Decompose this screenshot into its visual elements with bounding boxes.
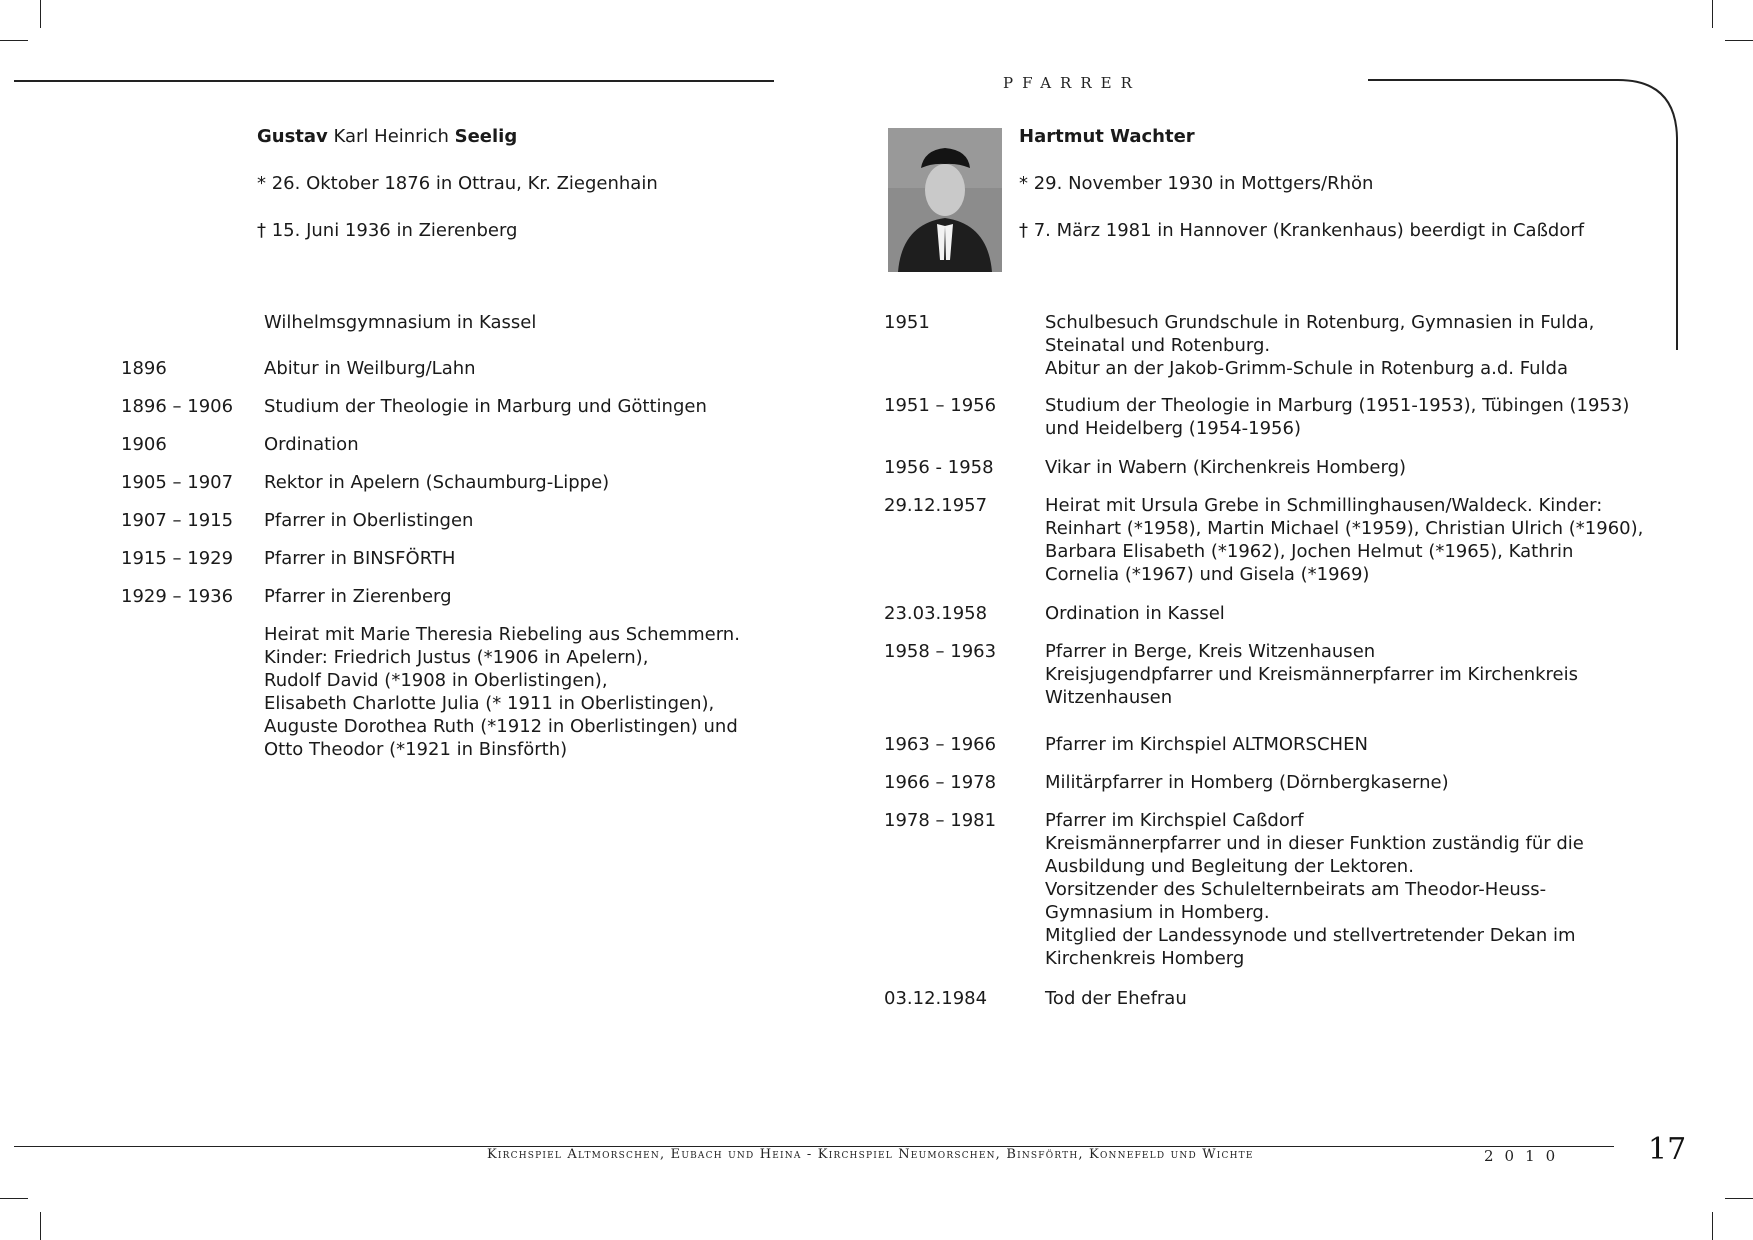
timeline-date: 1905 – 1907 — [121, 472, 234, 493]
header-rule-left — [14, 80, 774, 82]
portrait-photo — [888, 128, 1002, 272]
timeline-text: Wilhelmsgymnasium in Kassel — [264, 312, 537, 333]
timeline-text: Ordination in Kassel — [1045, 603, 1225, 624]
timeline-date: 1929 – 1936 — [121, 586, 234, 607]
timeline-text: Tod der Ehefrau — [1045, 988, 1187, 1009]
timeline-date: 1906 — [121, 434, 167, 455]
crop-mark — [1725, 1198, 1753, 1199]
timeline-date: 03.12.1984 — [884, 988, 988, 1009]
timeline-text: Abitur in Weilburg/Lahn — [264, 358, 476, 379]
timeline-text: Pfarrer in Oberlistingen — [264, 510, 474, 531]
crop-mark — [40, 0, 41, 28]
timeline-date: 29.12.1957 — [884, 495, 988, 516]
timeline-text: Pfarrer in BINSFÖRTH — [264, 548, 456, 569]
person-name-right: Hartmut Wachter — [1019, 126, 1195, 147]
crop-mark — [40, 1212, 41, 1240]
timeline-text: Studium der Theologie in Marburg und Göttingen — [264, 396, 707, 417]
timeline-date: 1963 – 1966 — [884, 734, 997, 755]
timeline-text: Pfarrer in Berge, Kreis Witzenhausen Kreisjugendpfarrer und Kreismännerpfarrer im Kirchenkreis Witzenhausen — [1045, 641, 1578, 708]
person-name-left: Gustav Karl Heinrich Seelig — [257, 126, 518, 147]
crop-mark — [0, 40, 28, 41]
footer-text: Kirchspiel Altmorschen, Eubach und Heina - Kirchspiel Neumorschen, Binsförth, Konnefeld und Wichte — [487, 1147, 1254, 1162]
timeline-text: Rektor in Apelern (Schaumburg-Lippe) — [264, 472, 610, 493]
timeline-date: 1951 – 1956 — [884, 395, 997, 416]
crop-mark — [1712, 1212, 1713, 1240]
timeline-text: Pfarrer in Zierenberg — [264, 586, 452, 607]
timeline-date: 1907 – 1915 — [121, 510, 234, 531]
timeline-date: 1956 - 1958 — [884, 457, 994, 478]
footer-year: 2010 — [1484, 1147, 1567, 1165]
portrait-image — [888, 128, 1002, 272]
timeline-text: Pfarrer im Kirchspiel Caßdorf Kreismännerpfarrer und in dieser Funktion zuständig für die Ausbildung und Begleitung der Lektoren. Vorsitzender des Schulelternbeirats am Theodor-Heuss- Gymnasium in Homberg. Mitglied der Landessynode und stellvertretender Dekan im Kirchenkreis Homberg — [1045, 810, 1584, 969]
timeline-date: 1978 – 1981 — [884, 810, 997, 831]
timeline-text: Heirat mit Ursula Grebe in Schmillinghausen/Waldeck. Kinder: Reinhart (*1958), Martin Michael (*1959), Christian Ulrich (*1960), Barbara Elisabeth (*1962), Jochen Helmut (*1965), Kathrin Cornelia (*1967) und Gisela (*1969) — [1045, 495, 1644, 585]
timeline-text: Heirat mit Marie Theresia Riebeling aus Schemmern. Kinder: Friedrich Justus (*1906 in Apelern), Rudolf David (*1908 in Oberlistingen), Elisabeth Charlotte Julia (* 1911 in Oberlistingen), Auguste Dorothea Ruth (*1912 in Oberlistingen) und Otto Theodor (*1921 in Binsförth) — [264, 624, 740, 760]
page-number: 17 — [1648, 1132, 1687, 1167]
death-info-right: † 7. März 1981 in Hannover (Krankenhaus) beerdigt in Caßdorf — [1019, 220, 1585, 241]
timeline-date: 1966 – 1978 — [884, 772, 997, 793]
birth-info-left: * 26. Oktober 1876 in Ottrau, Kr. Ziegenhain — [257, 173, 658, 194]
death-info-left: † 15. Juni 1936 in Zierenberg — [257, 220, 518, 241]
timeline-date: 1915 – 1929 — [121, 548, 234, 569]
crop-mark — [1725, 40, 1753, 41]
timeline-date: 1951 — [884, 312, 930, 333]
page-header-title: PFARRER — [1003, 74, 1141, 92]
timeline-text: Pfarrer im Kirchspiel ALTMORSCHEN — [1045, 734, 1368, 755]
crop-mark — [0, 1198, 28, 1199]
timeline-date: 1896 – 1906 — [121, 396, 234, 417]
timeline-date: 1896 — [121, 358, 167, 379]
crop-mark — [1712, 0, 1713, 28]
birth-info-right: * 29. November 1930 in Mottgers/Rhön — [1019, 173, 1374, 194]
timeline-date: 23.03.1958 — [884, 603, 988, 624]
timeline-text: Militärpfarrer in Homberg (Dörnbergkaserne) — [1045, 772, 1449, 793]
timeline-text: Ordination — [264, 434, 359, 455]
timeline-text: Vikar in Wabern (Kirchenkreis Homberg) — [1045, 457, 1407, 478]
timeline-date: 1958 – 1963 — [884, 641, 997, 662]
timeline-text: Schulbesuch Grundschule in Rotenburg, Gymnasien in Fulda, Steinatal und Rotenburg. Abitur an der Jakob-Grimm-Schule in Rotenburg a.d. Fulda — [1045, 312, 1595, 379]
timeline-text: Studium der Theologie in Marburg (1951-1953), Tübingen (1953) und Heidelberg (1954-1956) — [1045, 395, 1630, 439]
